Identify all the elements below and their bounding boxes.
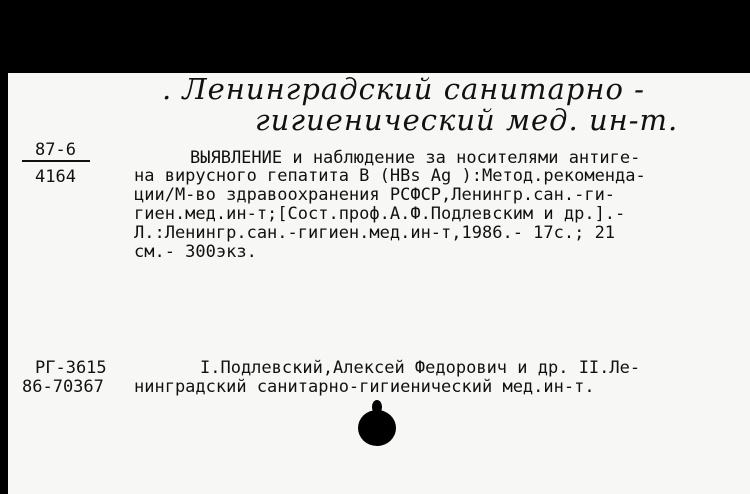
entry-line-2: на вирусного гепатита В (HBs Ag ):Метод.рекоменда- (134, 166, 646, 186)
shelfmark-2: 86-70367 (22, 377, 104, 397)
classification-code: 87-6 (35, 140, 76, 160)
entry-line-5: Л.:Ленингр.сан.-гигиен.мед.ин-т,1986.- 17с.; 21 (134, 223, 616, 243)
entry-line-4: гиен.мед.ин-т;[Сост.проф.А.Ф.Подлевским и др.].- (134, 204, 626, 224)
tracing-line-1: I.Подлевский,Алексей Федорович и др. II.Ле- (200, 358, 641, 378)
classification-underline (22, 160, 90, 162)
punch-hole-tail (372, 400, 382, 414)
entry-line-1: ВЫЯВЛЕНИЕ и наблюдение за носителями антиге- (190, 148, 641, 168)
handwritten-line-2: гигиенический мед. ин-т. (255, 103, 679, 137)
tracing-line-2: нинградский санитарно-гигиенический мед.ин-т. (134, 377, 595, 397)
classification-number: 4164 (35, 167, 76, 187)
punch-hole (358, 410, 396, 446)
handwritten-line-1: . Ленинградский санитарно - (162, 72, 645, 106)
entry-line-3: ции/М-во здравоохранения РСФСР,Ленингр.сан.-ги- (134, 185, 616, 205)
shelfmark-1: РГ-3615 (35, 358, 107, 378)
entry-line-6: см.- 300экз. (134, 242, 257, 262)
